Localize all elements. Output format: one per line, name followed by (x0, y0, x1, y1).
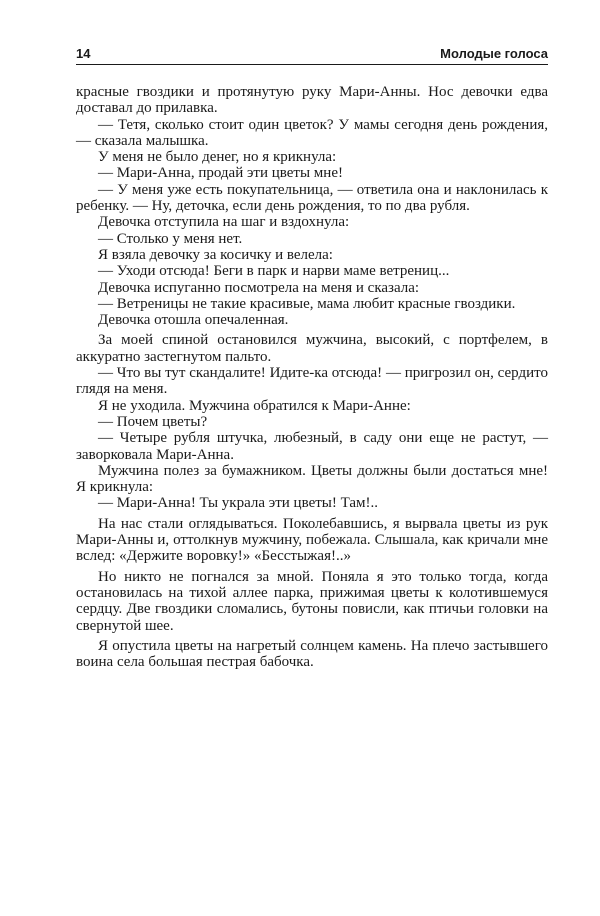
body-text (76, 84, 548, 670)
paragraph: — Мари-Анна! Ты украла эти цветы! Там!.. (98, 495, 379, 512)
paragraph: Я взяла девочку за косичку и велела: (98, 246, 333, 263)
paragraph: — Что вы тут скандалите! Идите-ка отсюда! — пригрозил он, сердито глядя на меня. (76, 365, 548, 398)
paragraph: — Мари-Анна, продай эти цветы мне! (98, 165, 343, 182)
paragraph: — Тетя, сколько стоит один цветок? У мамы сегодня день рождения, — сказала малышка. (76, 116, 548, 149)
running-title: Молодые голоса (440, 46, 548, 61)
paragraph: Но никто не погнался за мной. Поняла я это только тогда, когда остановилась на тихой аллее парка, прижимая цветы к колотившемуся сердцу. Две гвоздики сломались, бутоны повисли, как птичьи головки на свернутой шее. (76, 568, 548, 634)
paragraph: У меня не было денег, но я крикнула: (98, 149, 337, 166)
paragraph: — Ветреницы не такие красивые, мама любит красные гвоздики. (98, 295, 516, 312)
paragraph: Девочка отошла опечаленная. (98, 312, 289, 329)
page-header (76, 46, 548, 62)
paragraph: За моей спиной остановился мужчина, высокий, с портфелем, в аккуратно застегнутом пальто. (76, 332, 548, 365)
paragraph: красные гвоздики и протянутую руку Мари-Анны. Нос девочки едва доставал до прилавка. (76, 84, 548, 117)
paragraph: — У меня уже есть покупательница, — ответила она и наклонилась к ребенку. — Ну, деточка, если день рождения, то по два рубля. (76, 181, 548, 215)
paragraph: На нас стали оглядываться. Поколебавшись, я вырвала цветы из рук Мари-Анны и, оттолкнув мужчину, побежала. Слышала, как кричали мне вслед: «Держите воровку!» «Бесстыжая!..» (76, 515, 548, 565)
page-number: 14 (76, 46, 91, 61)
paragraph: Мужчина полез за бумажником. Цветы должны были достаться мне! Я крикнула: (76, 462, 548, 496)
paragraph: — Почем цветы? (98, 413, 208, 430)
paragraph: Я не уходила. Мужчина обратился к Мари-Анне: (98, 397, 411, 414)
paragraph: Девочка отступила на шаг и вздохнула: (98, 214, 350, 231)
paragraph: — Четыре рубля штучка, любезный, в саду они еще не растут, — заворковала Мари-Анна. (76, 430, 548, 463)
paragraph: Девочка испуганно посмотрела на меня и сказала: (98, 279, 420, 296)
paragraph: Я опустила цветы на нагретый солнцем камень. На плечо застывшего воина села большая пестрая бабочка. (76, 637, 548, 671)
paragraph: — Столько у меня нет. (98, 230, 243, 247)
header-rule (76, 64, 548, 65)
paragraph: — Уходи отсюда! Беги в парк и нарви маме ветрениц... (98, 263, 450, 280)
